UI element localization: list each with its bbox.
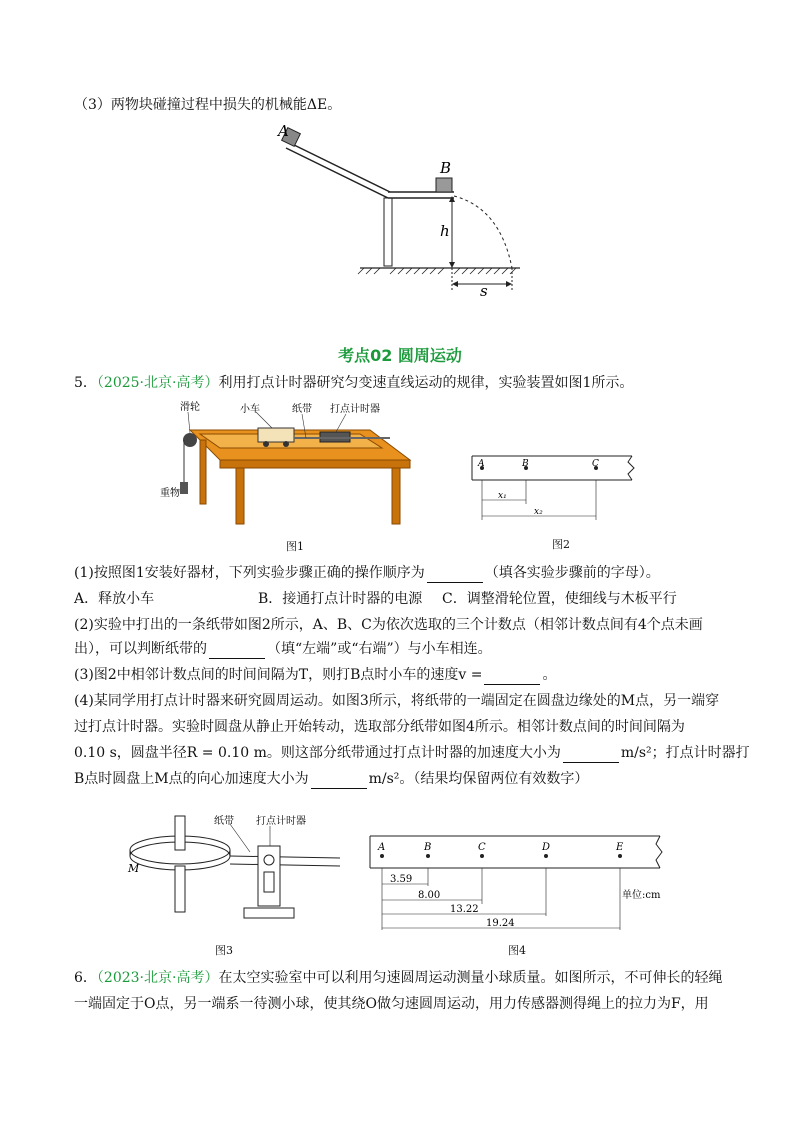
q5-part1-hint: （填各实验步骤前的字母）。 bbox=[484, 565, 660, 581]
fig1-label-cart: 小车 bbox=[240, 404, 260, 415]
q5-part2-line1: (2)实验中打出的一条纸带如图2所示，A、B、C为依次选取的三个计数点（相邻计数点间有4个点未画 bbox=[74, 617, 703, 633]
section-title: 考点02 圆周运动 bbox=[338, 346, 462, 365]
label-B: B bbox=[440, 159, 452, 177]
fig4-unit: 单位:cm bbox=[622, 890, 661, 901]
fig3-label-M: M bbox=[128, 862, 140, 875]
fig4-point-D: D bbox=[542, 842, 551, 853]
fig2-x2: x₂ bbox=[534, 507, 543, 517]
q6-line2: 一端固定于O点，另一端系一待测小球，使其绕O做匀速圆周运动，用力传感器测得绳上的拉力为F，用 bbox=[74, 996, 709, 1012]
q5-stem bbox=[74, 373, 633, 393]
label-s: s bbox=[480, 282, 488, 298]
fig3-label-timer: 打点计时器 bbox=[256, 816, 306, 827]
q5-part4-line1: (4)某同学用打点计时器来研究圆周运动。如图3所示，将纸带的一端固定在圆盘边缘处的M点，另一端穿 bbox=[74, 693, 720, 709]
fig4-dist-AC: 8.00 bbox=[418, 890, 441, 901]
q5-option-A: A．释放小车 bbox=[74, 591, 155, 607]
fig4-dot-B bbox=[426, 854, 430, 858]
q5-source: （2025·北京·高考） bbox=[96, 375, 219, 391]
q5-part3-end: 。 bbox=[542, 667, 557, 683]
fig4-dot-E bbox=[618, 854, 622, 858]
fig2-point-A: A bbox=[478, 459, 485, 469]
q5-part1 bbox=[74, 563, 660, 583]
fig4-point-B: B bbox=[424, 842, 432, 853]
q5-part2-text: 出），可以判断纸带的 bbox=[74, 641, 207, 657]
q5-part4-text3: 0.10 s，圆盘半径R = 0.10 m。则这部分纸带通过打点计时器的加速度大小为 bbox=[74, 745, 561, 761]
q4-item3: （3）两物块碰撞过程中损失的机械能ΔE。 bbox=[74, 97, 342, 113]
fig1-caption: 图1 bbox=[286, 540, 304, 553]
q5-option-B: B．接通打点计时器的电源 bbox=[258, 591, 423, 607]
q5-part1-text: (1)按照图1安装好器材，下列实验步骤正确的操作顺序为 bbox=[74, 565, 425, 581]
fig4-dot-A bbox=[380, 854, 384, 858]
q5-part4-line4 bbox=[74, 769, 588, 789]
q6-number: 6． bbox=[74, 970, 97, 986]
q5-part4-unit4: m/s²。（结果均保留两位有效数字） bbox=[368, 771, 589, 787]
q5-answer-blank-4[interactable] bbox=[563, 748, 619, 763]
fig4-tape bbox=[360, 830, 670, 940]
q5-answer-blank-2[interactable] bbox=[209, 644, 265, 659]
fig1-label-timer: 打点计时器 bbox=[330, 404, 380, 415]
fig2-x1: x₁ bbox=[498, 491, 507, 501]
q5-answer-blank-1[interactable] bbox=[427, 568, 483, 583]
q5-part2-hint: （填“左端”或“右端”）与小车相连。 bbox=[267, 641, 492, 657]
fig4-dist-AE: 19.24 bbox=[486, 918, 515, 929]
fig1-label-weight: 重物 bbox=[160, 488, 180, 499]
fig4-point-A: A bbox=[378, 842, 386, 853]
collision-figure bbox=[270, 118, 540, 298]
q6-source: （2023·北京·高考） bbox=[96, 970, 219, 986]
q6-line1 bbox=[74, 968, 722, 988]
q5-part2-line2 bbox=[74, 639, 492, 659]
q5-answer-blank-3[interactable] bbox=[484, 670, 540, 685]
fig3-caption: 图3 bbox=[215, 944, 233, 957]
q5-answer-blank-5[interactable] bbox=[311, 774, 367, 789]
fig3-disk bbox=[120, 812, 350, 932]
fig4-point-E: E bbox=[616, 842, 624, 853]
fig3-label-tape: 纸带 bbox=[214, 816, 234, 827]
fig4-point-C: C bbox=[478, 842, 486, 853]
label-h: h bbox=[440, 222, 450, 240]
fig4-caption: 图4 bbox=[508, 944, 526, 957]
fig4-dist-AB: 3.59 bbox=[390, 874, 413, 885]
q5-part4-text4: B点时圆盘上M点的向心加速度大小为 bbox=[74, 771, 309, 787]
fig2-caption: 图2 bbox=[552, 538, 570, 551]
q6-text1: 在太空实验室中可以利用匀速圆周运动测量小球质量。如图所示，不可伸长的轻绳 bbox=[218, 970, 723, 986]
q5-part3-text: (3)图2中相邻计数点间的时间间隔为T，则打B点时小车的速度v = bbox=[74, 667, 483, 683]
fig1-label-pulley: 滑轮 bbox=[180, 402, 200, 413]
fig2-tape bbox=[462, 448, 642, 528]
q5-number: 5． bbox=[74, 375, 97, 391]
fig2-point-B: B bbox=[522, 459, 529, 469]
q5-part4-unit3: m/s²；打点计时器打 bbox=[620, 745, 750, 761]
fig2-point-C: C bbox=[592, 459, 599, 469]
q5-part4-line3 bbox=[74, 743, 750, 763]
fig1-apparatus bbox=[160, 400, 430, 530]
q5-option-C: C．调整滑轮位置，使细线与木板平行 bbox=[442, 591, 677, 607]
fig4-dist-AD: 13.22 bbox=[450, 904, 479, 915]
q5-part4-line2: 过打点计时器。实验时圆盘从静止开始转动，选取部分纸带如图4所示。相邻计数点间的时间间隔为 bbox=[74, 719, 685, 735]
label-A: A bbox=[278, 122, 289, 140]
fig4-dot-D bbox=[544, 854, 548, 858]
q5-part3 bbox=[74, 665, 556, 685]
fig4-dot-C bbox=[480, 854, 484, 858]
q5-text: 利用打点计时器研究匀变速直线运动的规律，实验装置如图1所示。 bbox=[218, 375, 634, 391]
fig1-label-tape: 纸带 bbox=[292, 404, 312, 415]
